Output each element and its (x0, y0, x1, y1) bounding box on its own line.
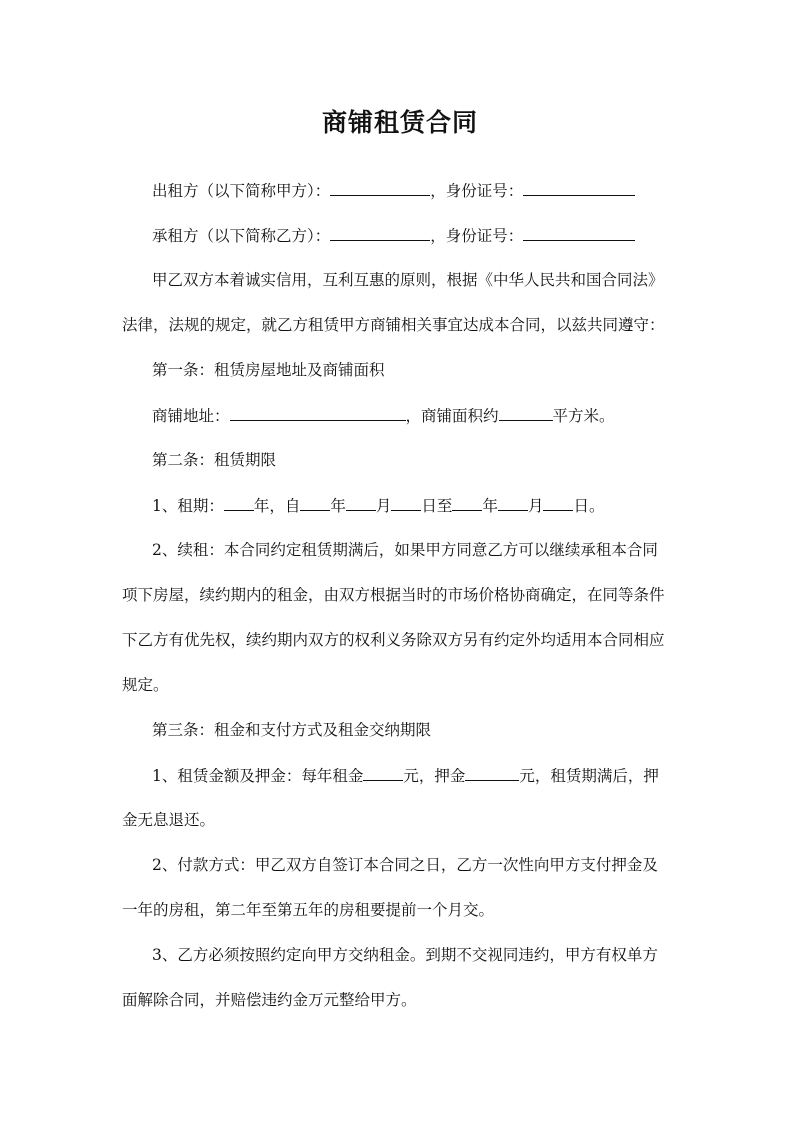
end-year-text: 年 (482, 497, 498, 515)
preamble-line-1: 甲乙双方本着诚实信用，互利互惠的原则，根据《中华人民共和国合同法》 (152, 271, 664, 289)
end-day-blank[interactable] (543, 493, 573, 511)
lessor-name-blank[interactable] (330, 178, 430, 196)
end-day-text: 日。 (573, 497, 605, 515)
lessor-id-label: ，身份证号： (430, 182, 524, 200)
start-day-blank[interactable] (391, 493, 421, 511)
lessor-line (152, 178, 712, 203)
article2-heading: 第二条：租赁期限 (152, 451, 277, 469)
renewal-line-3: 下乙方有优先权，续约期内双方的权利义务除双方另有约定外均适用本合同相应 (122, 631, 665, 649)
default-line-1: 3、乙方必须按照约定向甲方交纳租金。到期不交视同违约，甲方有权单方 (152, 946, 658, 964)
renewal-line-1: 2、续租：本合同约定租赁期满后，如果甲方同意乙方可以继续承租本合同 (152, 541, 658, 559)
annual-rent-blank[interactable] (363, 763, 403, 781)
area-unit: 平方米。 (552, 407, 615, 425)
lessee-label: 承租方（以下简称乙方）： (152, 227, 331, 245)
end-month-blank[interactable] (498, 493, 528, 511)
end-month-text: 月 (527, 497, 544, 515)
lessor-label: 出租方（以下简称甲方）： (152, 182, 331, 200)
start-year-blank[interactable] (300, 493, 330, 511)
rent-yuan-deposit-text: 元，押金 (403, 767, 466, 785)
lessee-line (152, 223, 712, 248)
rent-suffix-text: 元，租赁期满后，押 (519, 767, 659, 785)
start-year-text: 年 (330, 497, 346, 515)
document-title: 商铺租赁合同 (321, 108, 478, 137)
lessor-id-blank[interactable] (523, 178, 635, 196)
lessee-name-blank[interactable] (330, 223, 430, 241)
payment-line-2: 一年的房租，第二年至第五年的房租要提前一个月交。 (122, 901, 495, 919)
lessee-id-label: ，身份证号： (430, 227, 524, 245)
area-label: ，商铺面积约 (405, 407, 499, 425)
default-line-2: 面解除合同，并赔偿违约金万元整给甲方。 (122, 991, 417, 1009)
rent-prefix: 1、租赁金额及押金：每年租金 (152, 767, 364, 785)
area-blank[interactable] (499, 403, 553, 421)
start-day-text: 日至 (421, 497, 453, 515)
term-line (152, 493, 712, 518)
rent-line-2: 金无息退还。 (122, 811, 216, 829)
article1-heading: 第一条：租赁房屋地址及商铺面积 (152, 361, 385, 379)
address-blank[interactable] (230, 403, 406, 421)
term-prefix: 1、租期： (152, 497, 224, 515)
term-years-blank[interactable] (224, 493, 254, 511)
renewal-line-4: 规定。 (122, 676, 169, 694)
address-line (152, 403, 712, 428)
article3-heading: 第三条：租金和支付方式及租金交纳期限 (152, 721, 432, 739)
payment-line-1: 2、付款方式：甲乙双方自签订本合同之日，乙方一次性向甲方支付押金及 (152, 856, 658, 874)
end-year-blank[interactable] (452, 493, 482, 511)
start-month-text: 月 (375, 497, 392, 515)
preamble-line-2: 法律，法规的规定，就乙方租赁甲方商铺相关事宜达成本合同，以兹共同遵守： (122, 316, 665, 334)
lessee-id-blank[interactable] (523, 223, 635, 241)
address-label: 商铺地址： (152, 407, 230, 425)
rent-line-1 (152, 763, 712, 788)
deposit-blank[interactable] (465, 763, 519, 781)
renewal-line-2: 项下房屋，续约期内的租金，由双方根据当时的市场价格协商确定，在同等条件 (122, 586, 665, 604)
term-year-text: 年，自 (253, 497, 301, 515)
start-month-blank[interactable] (346, 493, 376, 511)
